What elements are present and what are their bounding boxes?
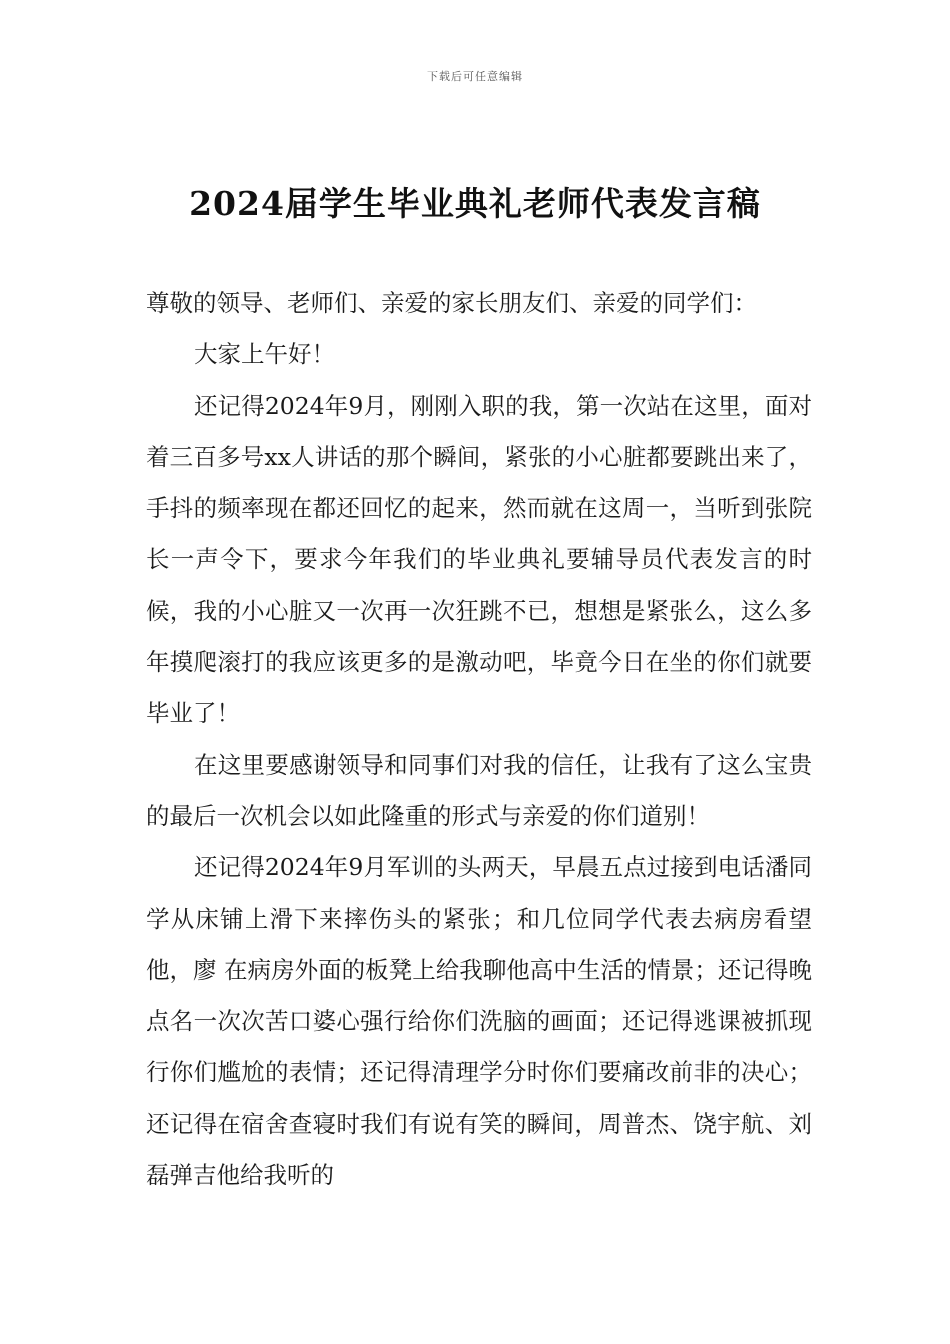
document-body	[146, 278, 812, 1201]
greeting: 大家上午好！	[194, 340, 335, 369]
paragraph: 还记得2024年9月，刚刚入职的我，第一次站在这里，面对着三百多号xx人讲话的那个瞬间，紧张的小心脏都要跳出来了，手抖的频率现在都还回忆的起来，然而就在这周一，当听到张院长一声令下，要求今年我们的毕业典礼要辅导员代表发言的时候，我的小心脏又一次再一次狂跳不已，想想是紧张么，这么多年摸爬滚打的我应该更多的是激动吧，毕竟今日在坐的你们就要毕业了！	[146, 391, 812, 728]
page-title: 2024届学生毕业典礼老师代表发言稿	[189, 184, 761, 223]
paragraph: 在这里要感谢领导和同事们对我的信任，让我有了这么宝贵的最后一次机会以如此隆重的形式与亲爱的你们道别！	[146, 750, 812, 830]
paragraph: 还记得2024年9月军训的头两天，早晨五点过接到电话潘同学从床铺上滑下来摔伤头的紧张；和几位同学代表去病房看望他，廖 在病房外面的板凳上给我聊他高中生活的情景；还记得晚点名一次次苦口婆心强行给你们洗脑的画面；还记得逃课被抓现行你们尴尬的表情；还记得清理学分时你们要痛改前非的决心；还记得在宿舍查寝时我们有说有笑的瞬间，周普杰、饶宇航、刘磊弹吉他给我听的	[146, 853, 812, 1190]
header-note: 下载后可任意编辑	[427, 70, 523, 83]
salutation: 尊敬的领导、老师们、亲爱的家长朋友们、亲爱的同学们：	[146, 289, 757, 317]
